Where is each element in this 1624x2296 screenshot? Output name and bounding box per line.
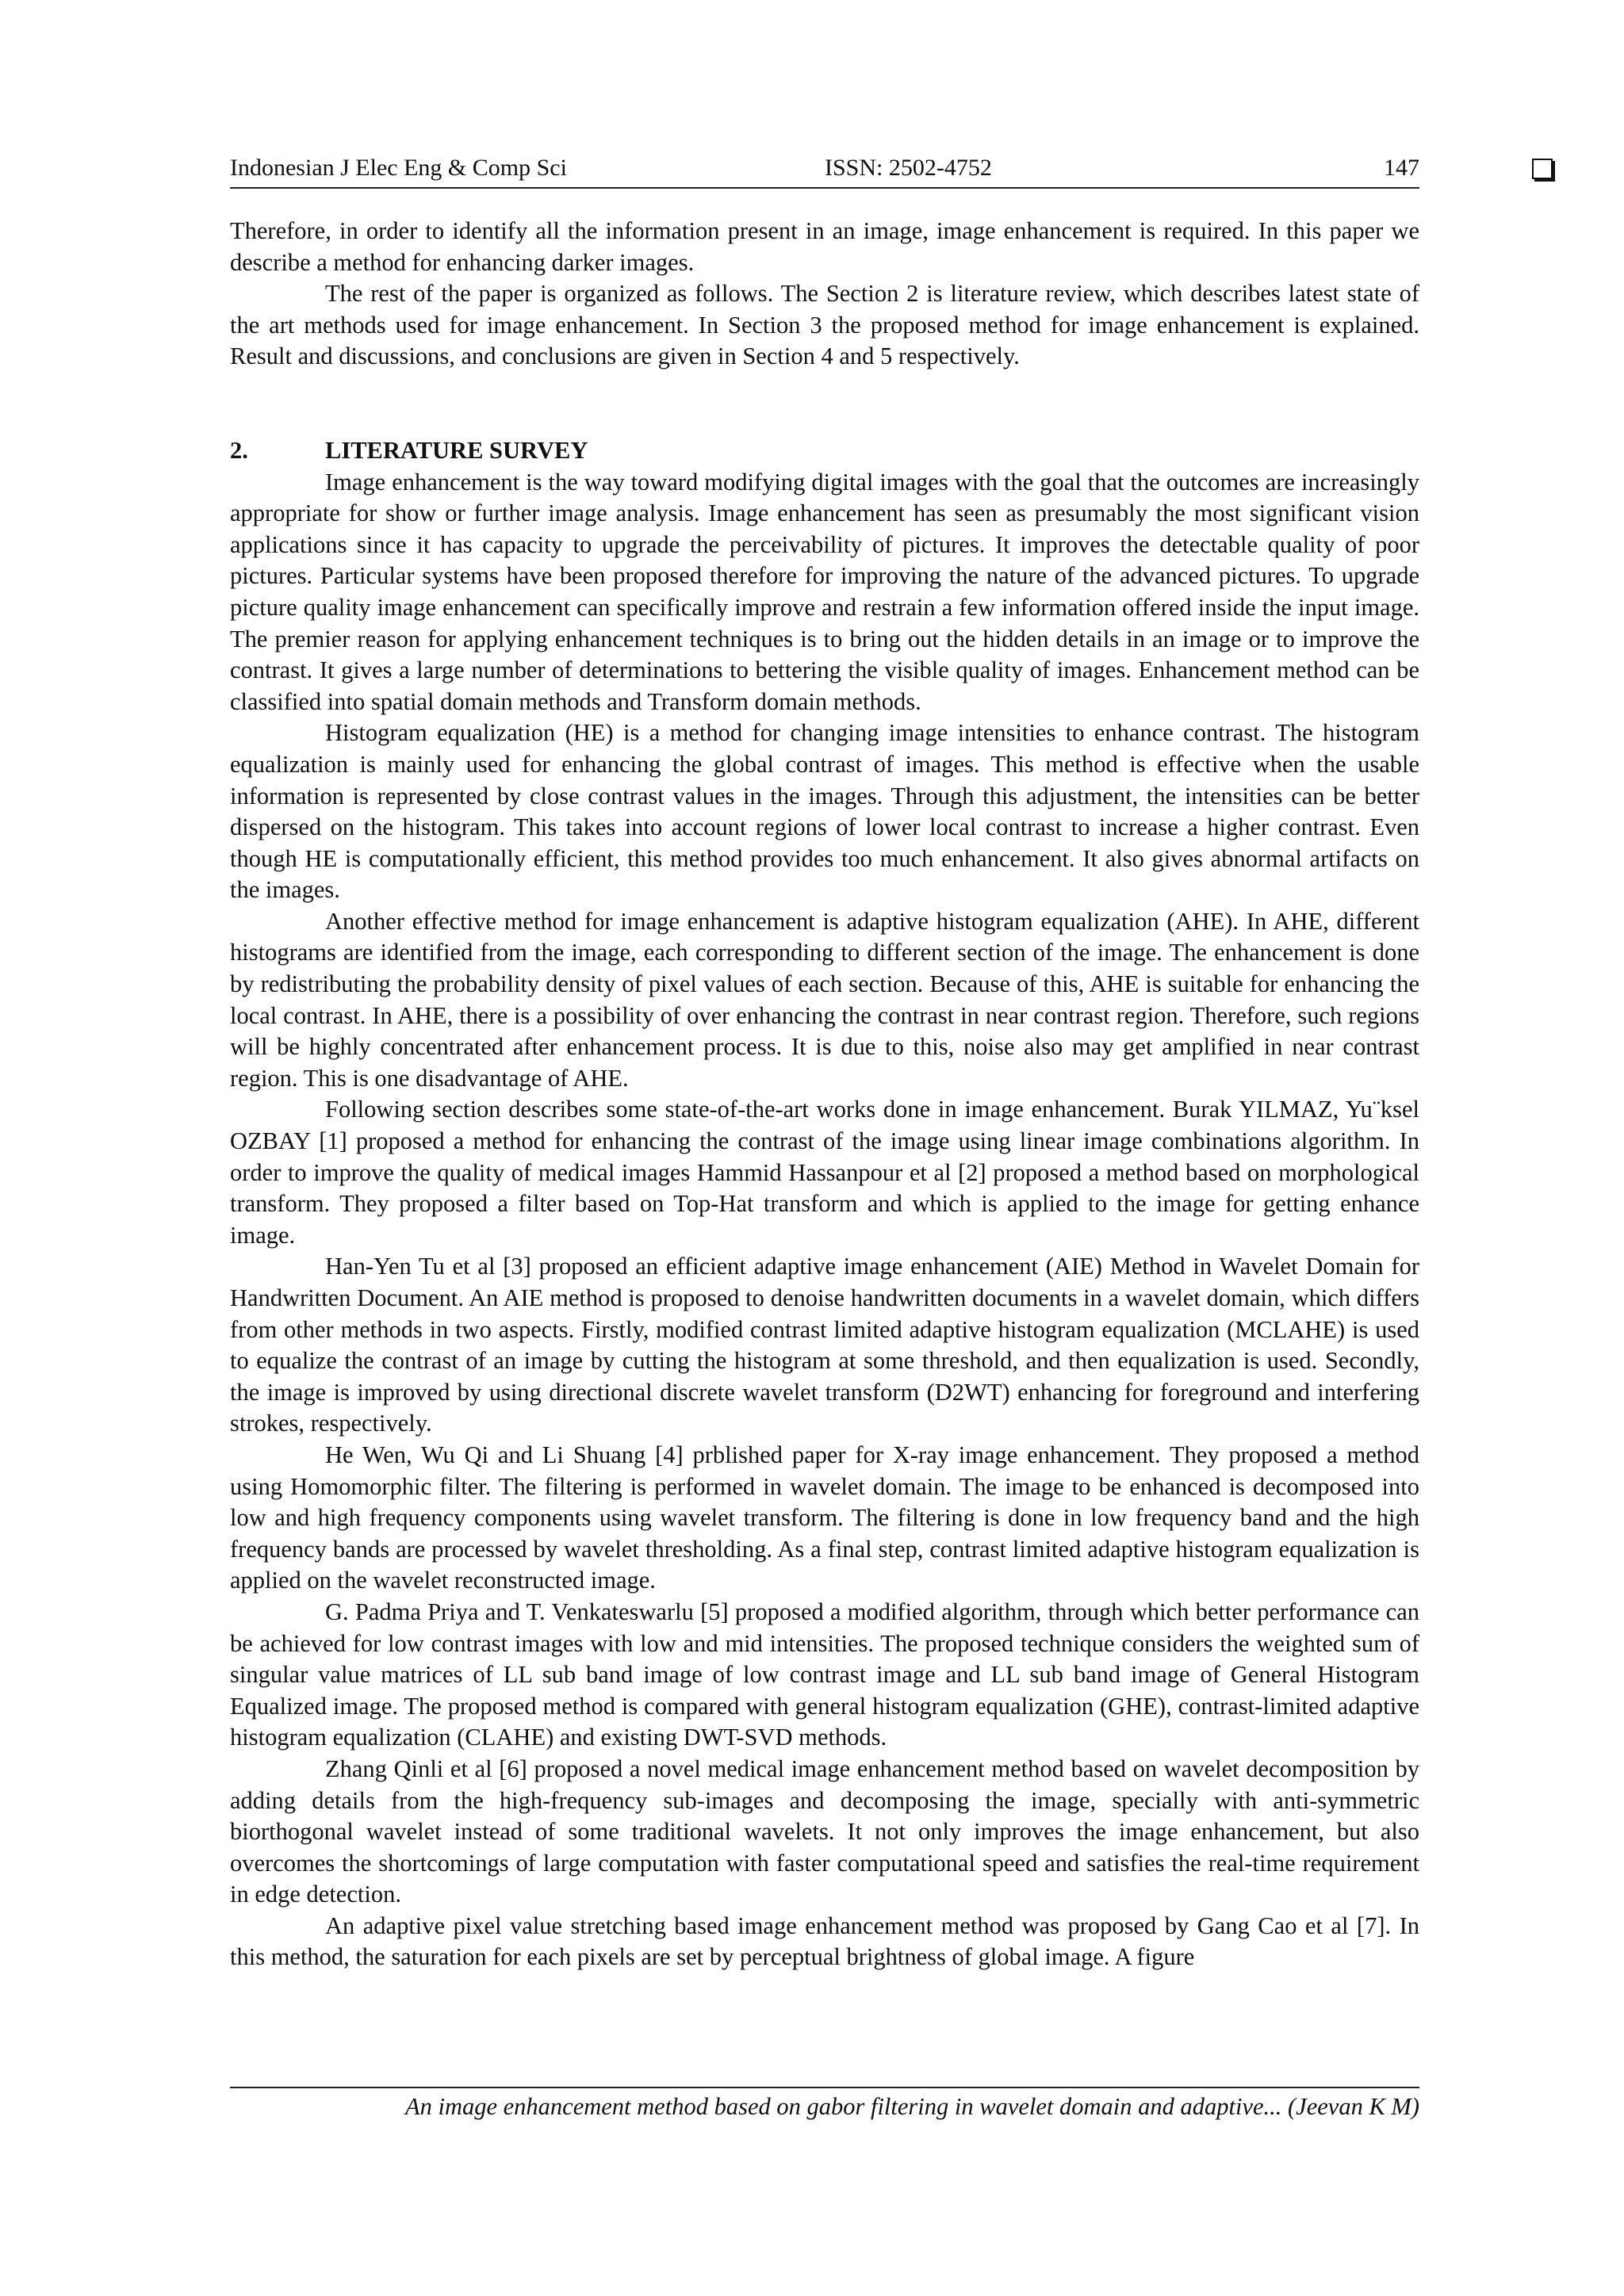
section-paragraph-7: G. Padma Priya and T. Venkateswarlu [5] proposed a modified algorithm, through which better performance can be achieved for low contrast images with low and mid intensities. The proposed technique considers the weighted sum of singular value matrices of LL sub band image of low contrast image and LL sub band image of General Histogram Equalized image. The proposed method is compared with general histogram equalization (GHE), contrast-limited adaptive histogram equalization (CLAHE) and existing DWT-SVD methods. (230, 1598, 1419, 1751)
section-paragraph-9: An adaptive pixel value stretching based image enhancement method was proposed by Gang Cao et al [7]. In this method, the saturation for each pixels are set by perceptual brightness of global image. A figure (230, 1911, 1419, 1971)
page-number: 147 (1384, 155, 1419, 181)
section-paragraph-5: Han-Yen Tu et al [3] proposed an efficient adaptive image enhancement (AIE) Method in Wavelet Domain for Handwritten Document. An AIE method is proposed to denoise handwritten documents in a wavelet domain, which differs from other methods in two aspects. Firstly, modified contrast limited adaptive histogram equalization (MCLAHE) is used to equalize the contrast of an image by cutting the histogram at some threshold, and then equalization is used. Secondly, the image is improved by using directional discrete wavelet transform (D2WT) enhancing for foreground and interfering strokes, respectively. (230, 1253, 1419, 1437)
section-paragraph-4: Following section describes some state-of-the-art works done in image enhancement. Burak YILMAZ, Yu¨ksel OZBAY [1] proposed a method for enhancing the contrast of the image using linear image combinations algorithm. In order to improve the quality of medical images Hammid Hassanpour et al [2] proposed a method based on morphological transform. They proposed a filter based on Top-Hat transform and which is applied to the image for getting enhance image. (230, 1096, 1419, 1249)
section-paragraph-2: Histogram equalization (HE) is a method for changing image intensities to enhance contrast. The histogram equalization is mainly used for enhancing the global contrast of images. This method is effective when the usable information is represented by close contrast values in the images. Through this adjustment, the intensities can be better dispersed on the histogram. This takes into account regions of lower local contrast to increase a higher contrast. Even though HE is computationally efficient, this method provides too much enhancement. It also gives abnormal artifacts on the images. (230, 719, 1419, 904)
section-paragraph-1: Image enhancement is the way toward modifying digital images with the goal that the outcomes are increasingly appropriate for show or further image analysis. Image enhancement has seen as presumably the most significant vision applications since it has capacity to upgrade the perceivability of pictures. It improves the detectable quality of poor pictures. Particular systems have been proposed therefore for improving the nature of the advanced pictures. To upgrade picture quality image enhancement can specifically improve and restrain a few information offered inside the input image. The premier reason for applying enhancement techniques is to bring out the hidden details in an image or to improve the contrast. It gives a large number of determinations to bettering the visible quality of images. Enhancement method can be classified into spatial domain methods and Transform domain methods. (230, 468, 1419, 715)
section-paragraph-8: Zhang Qinli et al [6] proposed a novel medical image enhancement method based on wavelet decomposition by adding details from the high-frequency sub-images and decomposing the image, specially with anti-symmetric biorthogonal wavelet instead of some traditional wavelets. It not only improves the image enhancement, but also overcomes the shortcomings of large computation with faster computational speed and satisfies the real-time requirement in edge detection. (230, 1755, 1419, 1908)
article-body (230, 216, 1419, 1973)
running-title: An image enhancement method based on gabor filtering in wavelet domain and adaptive... (Jeevan K M) (404, 2093, 1419, 2120)
intro-paragraph-2: The rest of the paper is organized as follows. The Section 2 is literature review, which describes latest state of the art methods used for image enhancement. In Section 3 the proposed method for image enhancement is explained. Result and discussions, and conclusions are given in Section 4 and 5 respectively. (230, 280, 1419, 370)
issn: ISSN: 2502-4752 (825, 155, 992, 181)
square-bullet-icon (1532, 159, 1553, 179)
intro-paragraph-1: Therefore, in order to identify all the information present in an image, image enhancement is required. In this paper we describe a method for enhancing darker images. (230, 217, 1419, 276)
section-number: 2. (230, 436, 248, 464)
section-heading (230, 435, 1419, 467)
page-header (230, 151, 1419, 189)
section-paragraph-6: He Wen, Wu Qi and Li Shuang [4] prblished paper for X-ray image enhancement. They proposed a method using Homomorphic filter. The filtering is performed in wavelet domain. The image to be enhanced is decomposed into low and high frequency components using wavelet transform. The filtering is done in low frequency band and the high frequency bands are processed by wavelet thresholding. As a final step, contrast limited adaptive histogram equalization is applied on the wavelet reconstructed image. (230, 1441, 1419, 1594)
section-title: LITERATURE SURVEY (325, 436, 588, 464)
journal-name: Indonesian J Elec Eng & Comp Sci (230, 155, 567, 181)
section-paragraph-3: Another effective method for image enhancement is adaptive histogram equalization (AHE). In AHE, different histograms are identified from the image, each corresponding to different section of the image. The enhancement is done by redistributing the probability density of pixel values of each section. Because of this, AHE is suitable for enhancing the local contrast. In AHE, there is a possibility of over enhancing the contrast in near contrast region. Therefore, such regions will be highly concentrated after enhancement process. It is due to this, noise also may get amplified in near contrast region. This is one disadvantage of AHE. (230, 907, 1419, 1092)
page-footer (230, 2087, 1419, 2121)
